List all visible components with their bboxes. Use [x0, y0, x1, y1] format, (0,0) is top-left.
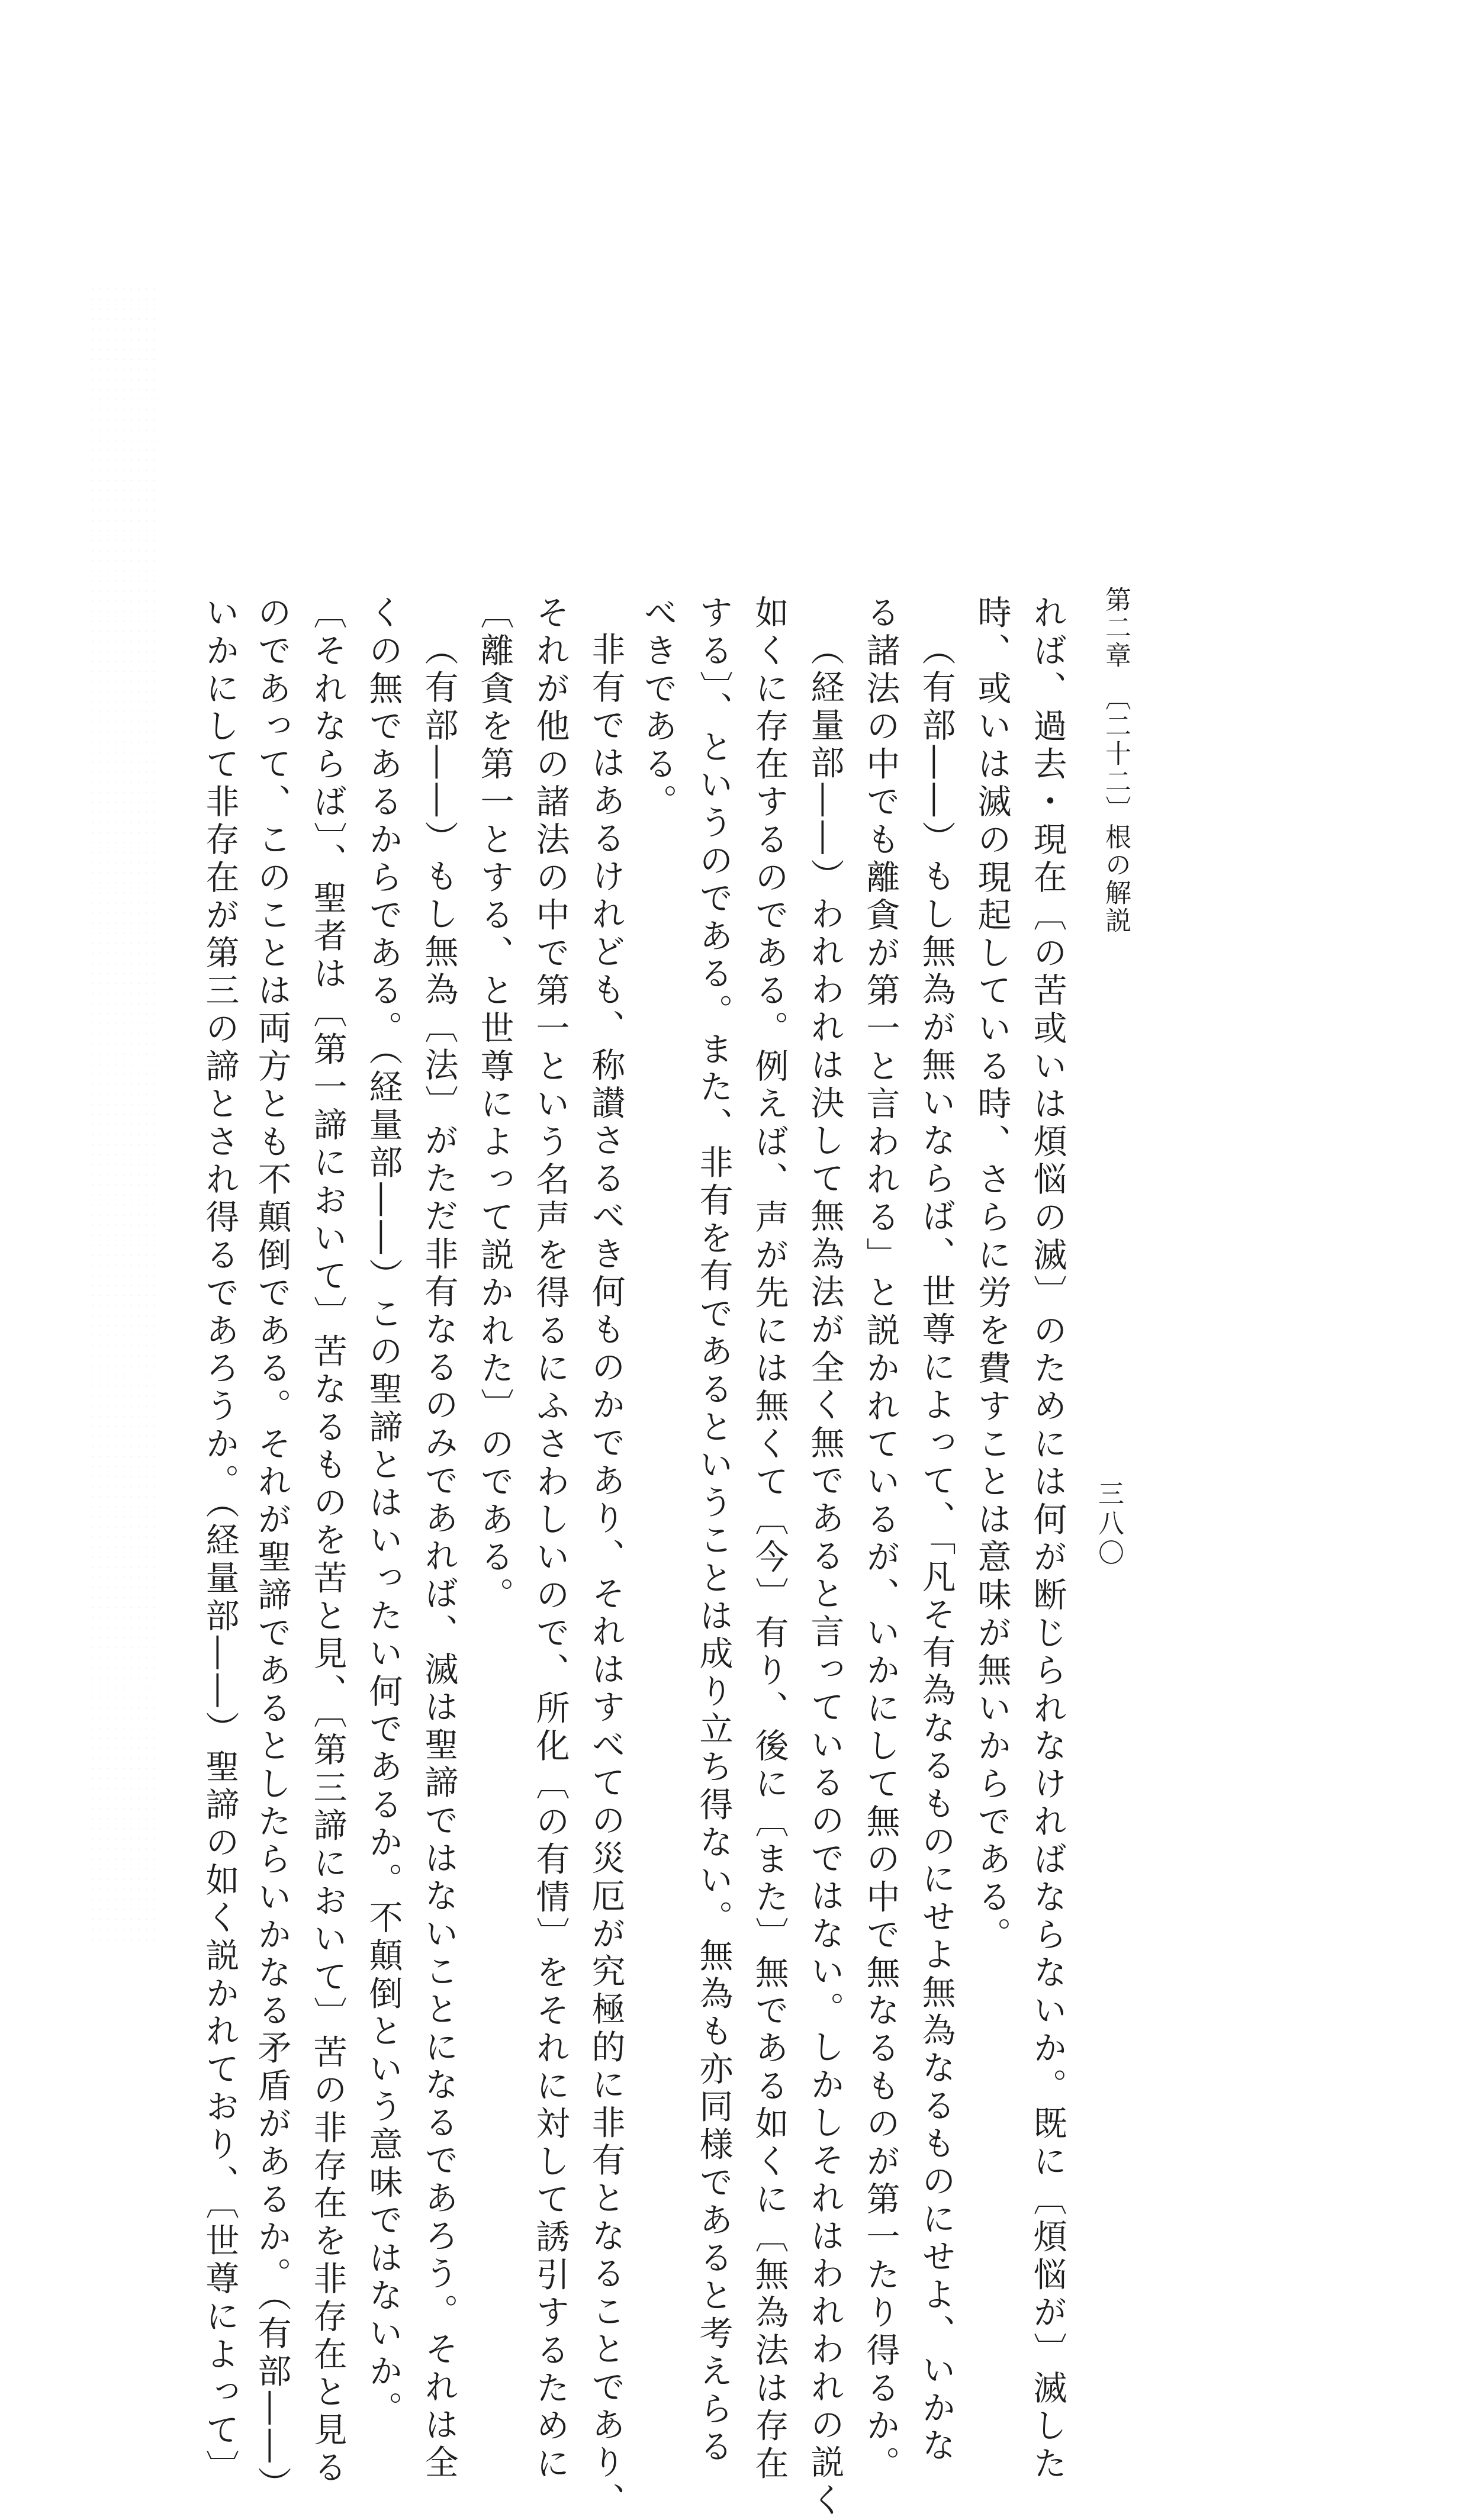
text-line: れば、過去・現在〔の苦或いは煩悩の滅〕のためには何が断じられなければならないか。既に〔煩悩が〕滅した [1028, 595, 1067, 2483]
text-line: のであって、このことは両方とも不顛倒である。それが聖諦であるとしたらいかなる矛盾があるか。（有部――） [252, 595, 291, 2505]
text-line: 如くに存在するのである。例えば、声が先には無くて〔今〕有り、後に〔また〕無である如くに〔無為法は存在 [750, 595, 789, 2483]
text-line: それが他の諸法の中で第一という名声を得るにふさわしいので、所化〔の有情〕をそれに対して誘引するために [530, 595, 570, 2483]
body-text [200, 595, 1067, 2520]
text-line: くの無であるからである。（経量部――）この聖諦とはいったい何であるか。不顛倒という意味ではないか。 [364, 595, 403, 2429]
text-line: 時、或いは滅の現起している時、さらに労を費すことは意味が無いからである。 [972, 595, 1011, 1955]
scan-noise [89, 284, 160, 1942]
text-line: 〔それならば〕、聖者は〔第一諦において〕苦なるものを苦と見、〔第三諦において〕苦の非存在を非存在と見る [308, 595, 347, 2487]
page-number: 三八〇 [1093, 1480, 1124, 1569]
text-line: （有部――）もし無為が無いならば、世尊によって、「凡そ有為なるものにせよ無為なるものにせよ、いかな [916, 632, 956, 2466]
running-header-chapter-title: 第二章 〔二十二〕根の解説 [1101, 586, 1131, 935]
text-line: （経量部――）われわれは決して無為法が全く無であると言っているのではない。しかしそれはわれわれの説く [805, 632, 844, 2520]
text-line: 〔離貪を第一とする、と世尊によって説かれた〕のである。 [475, 595, 514, 1615]
text-line: べきである。 [638, 595, 677, 822]
text-line: 非有ではあるけれども、称讃さるべき何ものかであり、それはすべての災厄が究極的に非有となることであり、 [586, 632, 625, 2520]
text-line: する〕、というのである。また、非有を有であるということは成り立ち得ない。無為も亦同様であると考えらる [694, 595, 733, 2467]
text-line: （有部――）もし無為〔法〕がただ非有なるのみであれば、滅は聖諦ではないことになるであろう。それは全 [419, 632, 458, 2483]
text-line: る諸法の中でも離貪が第一と言われる」と説かれているが、いかにして無の中で無なるものが第一たり得るか。 [861, 595, 900, 2483]
text-line: いかにして非存在が第三の諦とされ得るであろうか。（経量部――）聖諦の如く説かれており、〔世尊によって〕 [200, 595, 239, 2487]
